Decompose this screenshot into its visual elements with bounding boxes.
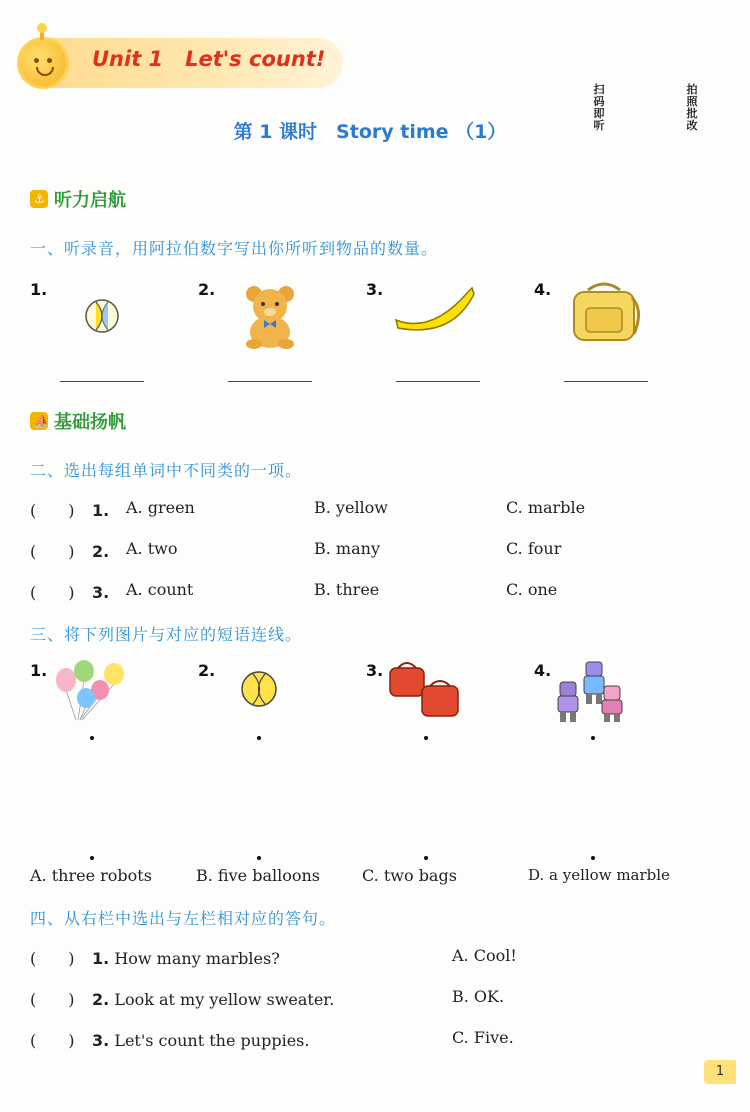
- match-answer-row: [30, 1028, 710, 1051]
- option-c: C. one: [506, 580, 558, 599]
- question-4-title: 四、从右栏中选出与左栏相对应的答句。: [30, 909, 337, 928]
- item-number: 4.: [534, 280, 552, 299]
- phrase-b: B. five balloons: [196, 866, 320, 885]
- answer-option: C. Five.: [452, 1028, 514, 1047]
- item-number: 2.: [198, 280, 216, 299]
- answer-paren[interactable]: ( ): [30, 990, 75, 1009]
- option-c: C. four: [506, 539, 562, 558]
- backpack-icon: [566, 280, 644, 346]
- choice-row: [30, 580, 558, 603]
- sail-icon: ⛵: [30, 412, 48, 430]
- section-listening-label: 听力启航: [54, 190, 126, 211]
- phrase-c: C. two bags: [362, 866, 457, 885]
- answer-option: A. Cool!: [452, 946, 517, 965]
- bags-icon: [386, 660, 464, 720]
- section-listening-heading: [30, 186, 126, 212]
- row-number: 3.: [92, 1031, 110, 1050]
- answer-paren[interactable]: ( ): [30, 542, 75, 561]
- marble-icon: [240, 670, 278, 708]
- match-dot[interactable]: [591, 736, 595, 740]
- banana-icon: [392, 284, 476, 338]
- robots-icon: [552, 658, 632, 724]
- match-dot[interactable]: [257, 856, 261, 860]
- page-number: 1: [704, 1060, 736, 1084]
- match-dot[interactable]: [591, 856, 595, 860]
- picture-number: 2.: [198, 661, 216, 680]
- balloons-icon: [54, 660, 128, 722]
- picture-number: 3.: [366, 661, 384, 680]
- answer-blank[interactable]: [60, 381, 144, 382]
- question-text: How many marbles?: [114, 949, 280, 968]
- question-2-title: 二、选出每组单词中不同类的一项。: [30, 461, 303, 480]
- scan-to-listen-badge[interactable]: 扫码即听: [593, 83, 605, 132]
- item-number: 1.: [30, 280, 48, 299]
- photo-grading-badge[interactable]: 拍照批改: [686, 83, 698, 132]
- match-dot[interactable]: [90, 856, 94, 860]
- section-basics-label: 基础扬帆: [54, 412, 126, 433]
- phrase-a: A. three robots: [30, 866, 152, 885]
- answer-blank[interactable]: [228, 381, 312, 382]
- row-number: 3.: [92, 583, 110, 602]
- option-b: B. three: [314, 580, 380, 599]
- picture-number: 1.: [30, 661, 48, 680]
- answer-blank[interactable]: [396, 381, 480, 382]
- answer-paren[interactable]: ( ): [30, 949, 75, 968]
- anchor-icon: ⚓: [30, 190, 48, 208]
- picture-number: 4.: [534, 661, 552, 680]
- teddy-bear-icon: [240, 282, 300, 350]
- answer-paren[interactable]: ( ): [30, 501, 75, 520]
- match-dot[interactable]: [257, 736, 261, 740]
- lesson-title: 第 1 课时 Story time （1）: [233, 121, 507, 143]
- row-number: 2.: [92, 542, 110, 561]
- unit-title: Unit 1 Let's count!: [92, 47, 326, 71]
- row-number: 2.: [92, 990, 110, 1009]
- answer-blank[interactable]: [564, 381, 648, 382]
- option-b: B. yellow: [314, 498, 388, 517]
- question-text: Look at my yellow sweater.: [114, 990, 335, 1009]
- question-text: Let's count the puppies.: [114, 1031, 310, 1050]
- question-1-title: 一、听录音，用阿拉伯数字写出你所听到物品的数量。: [30, 239, 439, 258]
- match-dot[interactable]: [424, 856, 428, 860]
- choice-row: [30, 498, 586, 521]
- option-b: B. many: [314, 539, 380, 558]
- option-a: A. count: [126, 580, 194, 599]
- row-number: 1.: [92, 501, 110, 520]
- match-answer-row: [30, 987, 710, 1010]
- match-dot[interactable]: [90, 736, 94, 740]
- answer-paren[interactable]: ( ): [30, 1031, 75, 1050]
- match-answer-row: [30, 946, 710, 969]
- option-a: A. two: [126, 539, 178, 558]
- answer-option: B. OK.: [452, 987, 505, 1006]
- sun-mascot-icon: [20, 40, 66, 86]
- item-number: 3.: [366, 280, 384, 299]
- marble-icon: [84, 298, 120, 334]
- question-3-title: 三、将下列图片与对应的短语连线。: [30, 625, 303, 644]
- choice-row: [30, 539, 562, 562]
- option-a: A. green: [126, 498, 195, 517]
- match-dot[interactable]: [424, 736, 428, 740]
- row-number: 1.: [92, 949, 110, 968]
- answer-paren[interactable]: ( ): [30, 583, 75, 602]
- option-c: C. marble: [506, 498, 586, 517]
- section-basics-heading: [30, 408, 126, 434]
- phrase-d: D. a yellow marble: [528, 866, 670, 884]
